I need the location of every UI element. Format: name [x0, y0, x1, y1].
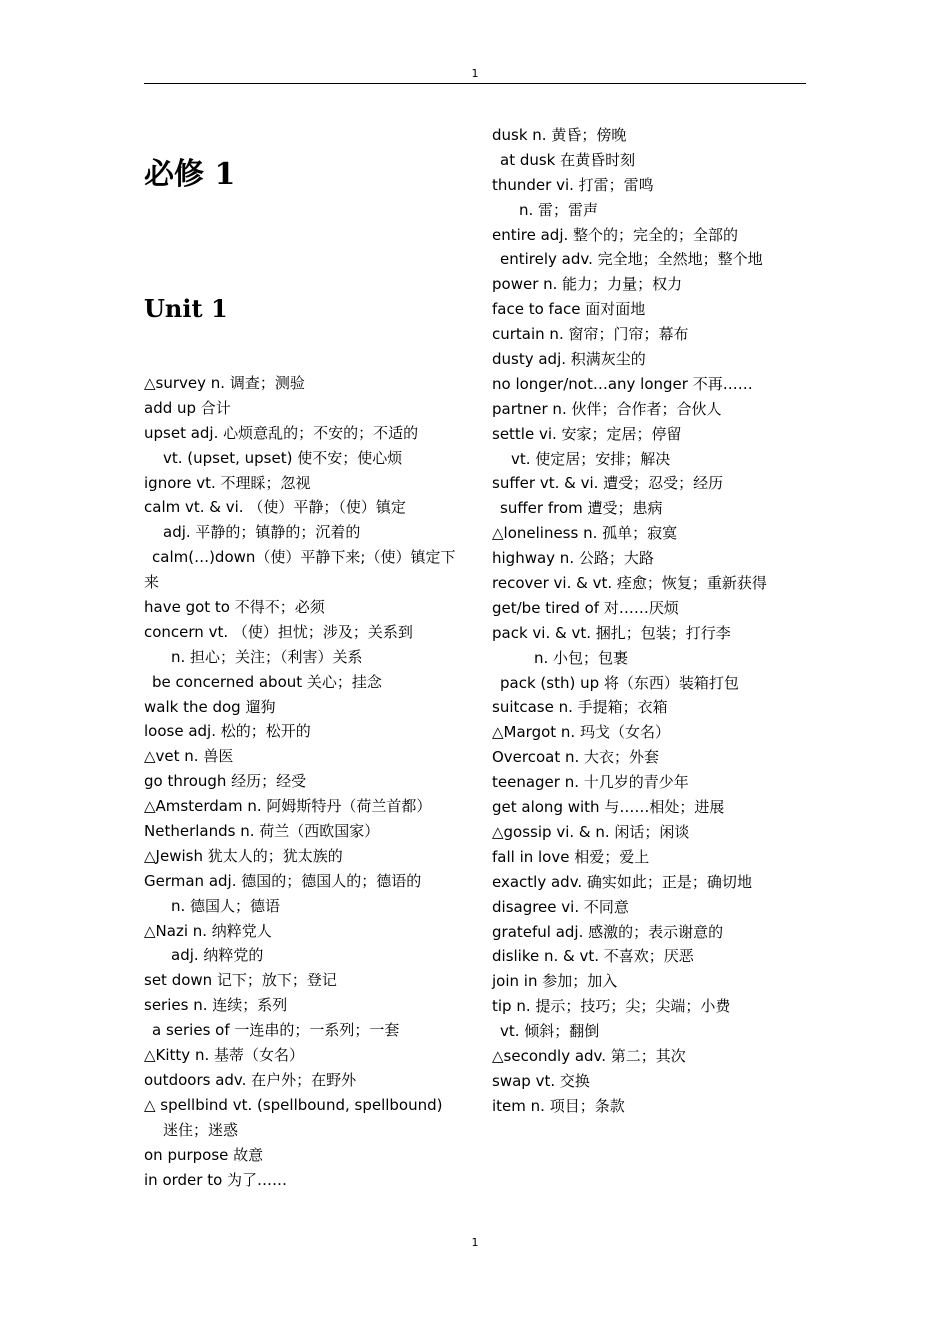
vocab-entry: suitcase n. 手提箱；衣箱 — [492, 698, 668, 717]
vocab-entry: fall in love 相爱；爱上 — [492, 847, 650, 866]
vocab-entry: △Margot n. 玛戈（女名） — [492, 723, 670, 742]
vocab-entry: partner n. 伙伴；合作者；合伙人 — [492, 399, 722, 418]
vocab-entry: face to face 面对面地 — [492, 300, 646, 319]
vocab-entry: dusty adj. 积满灰尘的 — [492, 350, 646, 369]
vocab-entry: highway n. 公路；大路 — [492, 549, 654, 568]
vocab-entry: pack (sth) up 将（东西）装箱打包 — [500, 673, 739, 692]
vocab-entry: pack vi. & vt. 捆扎；包装；打行李 — [492, 623, 731, 642]
vocab-entry: add up 合计 — [144, 398, 231, 417]
vocab-entry: △Amsterdam n. 阿姆斯特丹（荷兰首都） — [144, 797, 432, 816]
vocab-entry: no longer/not…any longer 不再…… — [492, 374, 753, 393]
book-title: 必修 1 — [144, 157, 236, 192]
vocab-entry: tip n. 提示；技巧；尖；尖端；小费 — [492, 997, 731, 1016]
vocab-entry: dusk n. 黄昏；傍晚 — [492, 126, 627, 144]
vocab-entry: △secondly adv. 第二；其次 — [492, 1046, 686, 1065]
vocab-entry: △vet n. 兽医 — [144, 747, 234, 766]
right-vocab-list — [492, 123, 792, 1119]
vocab-entry: recover vi. & vt. 痊愈；恢复；重新获得 — [492, 574, 767, 593]
vocab-entry: teenager n. 十几岁的青少年 — [492, 773, 689, 792]
vocab-entry: swap vt. 交换 — [492, 1071, 590, 1090]
vocab-entry: German adj. 德国的；德国人的；德语的 — [144, 871, 422, 890]
vocab-entry: be concerned about 关心；挂念 — [152, 672, 382, 691]
vocab-entry: settle vi. 安家；定居；停留 — [492, 424, 682, 443]
vocab-entry: ignore vt. 不理睬；忽视 — [144, 473, 311, 492]
vocab-entry: entire adj. 整个的；完全的；全部的 — [492, 225, 739, 244]
vocab-entry: set down 记下；放下；登记 — [144, 971, 337, 990]
vocab-entry: 迷住；迷惑 — [163, 1120, 239, 1139]
vocab-entry: exactly adv. 确实如此；正是；确切地 — [492, 872, 752, 891]
vocab-entry: grateful adj. 感激的；表示谢意的 — [492, 922, 724, 941]
vocab-entry: suffer from 遭受；患病 — [500, 499, 663, 518]
vocab-entry: item n. 项目；条款 — [492, 1096, 625, 1115]
vocab-entry: entirely adv. 完全地；全然地；整个地 — [500, 250, 763, 269]
footer-page-number: 1 — [471, 1236, 479, 1249]
vocab-entry: suffer vt. & vi. 遭受；忍受；经历 — [492, 474, 724, 493]
vocab-entry: adj. 纳粹党的 — [171, 946, 264, 965]
vocab-entry: concern vt. （使）担忧；涉及；关系到 — [144, 622, 413, 641]
vocab-entry: n. 小包；包裹 — [534, 648, 629, 667]
vocab-entry: n. 担心；关注；（利害）关系 — [171, 647, 363, 666]
vocab-entry: series n. 连续；系列 — [144, 996, 288, 1015]
vocab-entry: loose adj. 松的；松开的 — [144, 722, 311, 741]
vocab-entry: adj. 平静的；镇静的；沉着的 — [163, 523, 361, 542]
vocab-entry: dislike n. & vt. 不喜欢；厌恶 — [492, 947, 694, 966]
vocab-entry: △survey n. 调查；测验 — [144, 374, 305, 392]
vocab-entry: on purpose 故意 — [144, 1145, 264, 1164]
vocab-entry: Overcoat n. 大衣；外套 — [492, 748, 660, 767]
vocab-entry: n. 德国人；德语 — [171, 896, 281, 915]
vocab-entry: △Kitty n. 基蒂（女名） — [144, 1046, 304, 1065]
vocab-entry: join in 参加；加入 — [492, 972, 618, 991]
vocab-entry: power n. 能力；力量；权力 — [492, 275, 683, 294]
vocab-entry: △ spellbind vt. (spellbound, spellbound) — [144, 1095, 443, 1114]
unit-heading: Unit 1 — [144, 294, 228, 323]
vocab-entry: in order to 为了…… — [144, 1170, 288, 1189]
vocab-entry: △loneliness n. 孤单；寂寞 — [492, 524, 678, 543]
vocab-entry: disagree vi. 不同意 — [492, 897, 629, 916]
vocab-entry: get/be tired of 对……厌烦 — [492, 598, 679, 617]
vocab-entry: get along with 与……相处；进展 — [492, 798, 725, 817]
left-column — [144, 150, 462, 1189]
vocab-entry: go through 经历；经受 — [144, 772, 307, 791]
vocab-entry: vt. (upset, upset) 使不安；使心烦 — [163, 448, 403, 467]
vocab-entry: outdoors adv. 在户外；在野外 — [144, 1070, 357, 1089]
vocab-entry: at dusk 在黄昏时刻 — [500, 150, 636, 169]
vocab-entry: vt. 使定居；安排；解决 — [511, 449, 671, 468]
vocab-entry: Netherlands n. 荷兰（西欧国家） — [144, 822, 380, 841]
vocab-entry: a series of 一连串的；一系列；一套 — [152, 1021, 400, 1040]
vocab-entry: calm(…)down（使）平静下来;（使）镇定下 — [152, 548, 456, 567]
vocab-entry: thunder vi. 打雷；雷鸣 — [492, 175, 654, 194]
vocab-entry: curtain n. 窗帘；门帘；幕布 — [492, 325, 689, 344]
vocab-entry: 来 — [144, 573, 160, 592]
vocab-entry: △gossip vi. & n. 闲话；闲谈 — [492, 822, 690, 841]
vocab-entry: △Jewish 犹太人的；犹太族的 — [144, 846, 343, 865]
vocab-entry: walk the dog 遛狗 — [144, 697, 276, 716]
vocab-entry: n. 雷；雷声 — [519, 200, 599, 219]
left-vocab-list — [144, 371, 462, 1192]
header-page-number: 1 — [471, 67, 479, 80]
vocab-entry: △Nazi n. 纳粹党人 — [144, 921, 272, 940]
vocab-entry: vt. 倾斜；翻倒 — [500, 1022, 600, 1041]
vocab-entry: upset adj. 心烦意乱的；不安的；不适的 — [144, 423, 419, 442]
vocab-entry: have got to 不得不；必须 — [144, 598, 325, 617]
vocab-entry: calm vt. & vi. （使）平静；（使）镇定 — [144, 498, 406, 517]
header-rule — [144, 83, 806, 84]
